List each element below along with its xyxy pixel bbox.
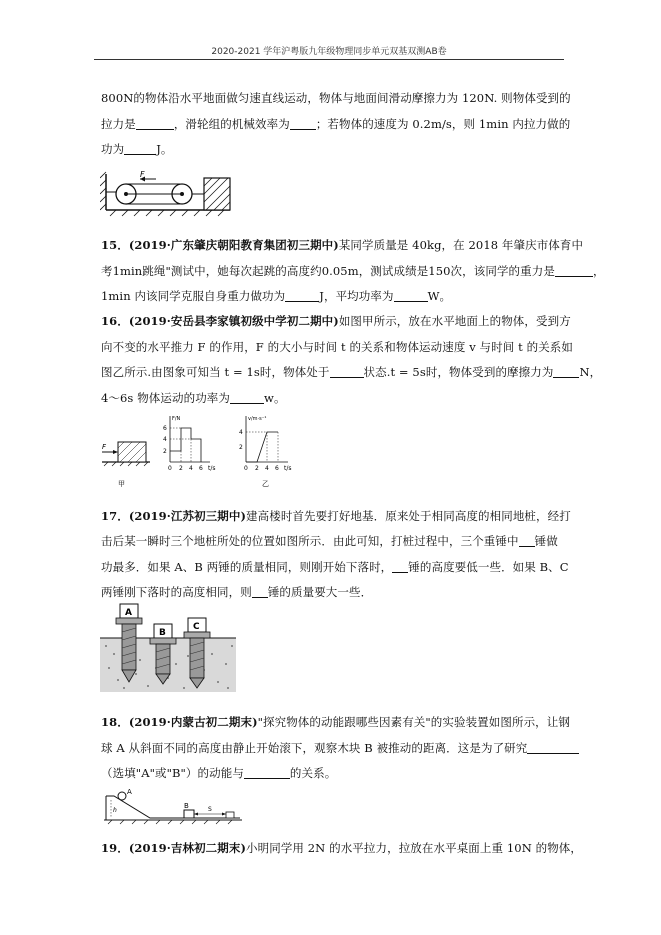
q18-blank-object (527, 741, 579, 754)
q15-blank-work (285, 289, 319, 302)
q17-label-c: C (193, 622, 200, 632)
q15-line1: 15．(2019·广东肇庆朝阳教育集团初三期中)某同学质量是 40kg，在 2018 年肇庆市体育中 (101, 238, 584, 252)
q14-blank-work (124, 142, 156, 155)
q16-graph2-xtick-4: 4 (265, 465, 269, 472)
q18-ramp-figure (100, 786, 245, 826)
header-rule (94, 59, 564, 60)
q16-graph1-xtick-4: 4 (189, 465, 193, 472)
q17-blank-most-work (519, 534, 535, 547)
q17-line3: 功最多．如果 A、B 两锤的质量相同，则刚开始下落时， 锤的高度要低一些．如果 B、C (101, 560, 569, 574)
q16-graph1-ytick-4: 4 (163, 436, 167, 443)
q14-blank-force (136, 117, 174, 130)
q16-line1: 16．(2019·安岳县李家镇初级中学初二期中)如图甲所示，放在水平地面上的物体，受到方 (101, 314, 571, 328)
q16-figure (100, 412, 300, 494)
q17-label-b: B (159, 628, 166, 638)
q14-line3: 功为 J。 (101, 142, 173, 156)
q17-line2: 击后某一瞬时三个地桩所处的位置如图所示．由此可知，打桩过程中，三个重锤中 锤做 (101, 534, 558, 548)
q15-line2: 考1min跳绳"测试中，她每次起跳的高度约0.05m，测试成绩是150次，该同学的重力是 ， (101, 264, 605, 278)
q16-graph1-xtick-2: 2 (179, 465, 183, 472)
q18-label-h: h (113, 807, 117, 814)
page-header: 2020-2021 学年沪粤版九年级物理同步单元双基双测AB卷 (211, 47, 447, 57)
q16-graph1-ytick-2: 2 (163, 448, 167, 455)
q16-graph1-ylabel: F/N (172, 416, 181, 422)
q16-force-label: F (102, 443, 107, 451)
q16-line2: 向不变的水平推力 F 的作用，F 的大小与时间 t 的关系和物体运动速度 v 与时间 t 的关系如 (101, 340, 573, 354)
q16-graph1-ytick-6: 6 (163, 425, 167, 432)
q17-blank-lower (392, 560, 408, 573)
q18-line1: 18．(2019·内蒙古初二期末)"探究物体的动能跟哪些因素有关"的实验装置如图所示，让钢 (101, 715, 570, 729)
q16-graph1-xtick-0: 0 (168, 465, 172, 472)
q16-label-yi: 乙 (262, 480, 269, 488)
q16-graph2-xtick-2: 2 (255, 465, 259, 472)
q18-blank-factor (244, 766, 290, 779)
q16-blank-power (230, 391, 264, 404)
q14-line2: 拉力是 ，滑轮组的机械效率为 ；若物体的速度为 0.2m/s，则 1min 内拉力做的 (101, 117, 571, 131)
q17-line1: 17．(2019·江苏初三期中)建高楼时首先要打好地基．原来处于相同高度的相同地桩，经打 (101, 509, 571, 523)
q18-label-a: A (127, 788, 132, 796)
q18-line2: 球 A 从斜面不同的高度由静止开始滚下，观察木块 B 被推动的距离．这是为了研究 (101, 740, 567, 756)
q14-pulley-figure (100, 170, 240, 222)
q14-line1: 800N的物体沿水平地面做匀速直线运动，物体与地面间滑动摩擦力为 120N. 则物体受到的 (101, 91, 571, 105)
q16-label-jia: 甲 (118, 480, 125, 488)
q17-line4: 两锤刚下落时的高度相同，则 锤的质量要大一些． (101, 585, 373, 599)
q16-line4: 4～6s 物体运动的功率为 w。 (101, 391, 286, 405)
q17-blank-heavier (252, 585, 268, 598)
q16-graph2-xtick-6: 6 (275, 465, 279, 472)
q18-label-b: B (184, 802, 189, 810)
q15-blank-power (394, 289, 428, 302)
q19-line1: 19．(2019·吉林初二期末)小明同学用 2N 的水平拉力，拉放在水平桌面上重 10N 的物体， (101, 841, 583, 855)
q17-label-a: A (125, 608, 132, 618)
q16-graph1-xtick-6: 6 (199, 465, 203, 472)
q16-line3: 图乙所示.由图象可知当 t = 1s时，物体处于 状态.t = 5s时，物体受到的摩擦力为 N， (101, 365, 602, 379)
q16-blank-friction (553, 365, 579, 378)
q16-graph2-xtick-0: 0 (244, 465, 248, 472)
q16-graph2-xlabel: t/s (284, 465, 292, 472)
q16-blank-state (330, 365, 364, 378)
q16-graph1-xlabel: t/s (208, 465, 216, 472)
q14-blank-efficiency (290, 117, 316, 130)
q15-blank-gravity (555, 264, 593, 277)
q18-label-s: S (208, 806, 212, 813)
q16-graph2-ytick-2: 2 (239, 444, 243, 451)
q16-graph2-ylabel: v/m·s⁻¹ (248, 416, 267, 422)
q16-graph2-ytick-4: 4 (239, 429, 243, 436)
q14-force-label: F (140, 170, 145, 179)
q15-line3: 1min 内该同学克服自身重力做功为 J，平均功率为 W。 (101, 289, 452, 303)
q17-piles-figure (100, 602, 238, 694)
q18-line3: （选填"A"或"B"）的动能与 的关系。 (101, 766, 337, 780)
